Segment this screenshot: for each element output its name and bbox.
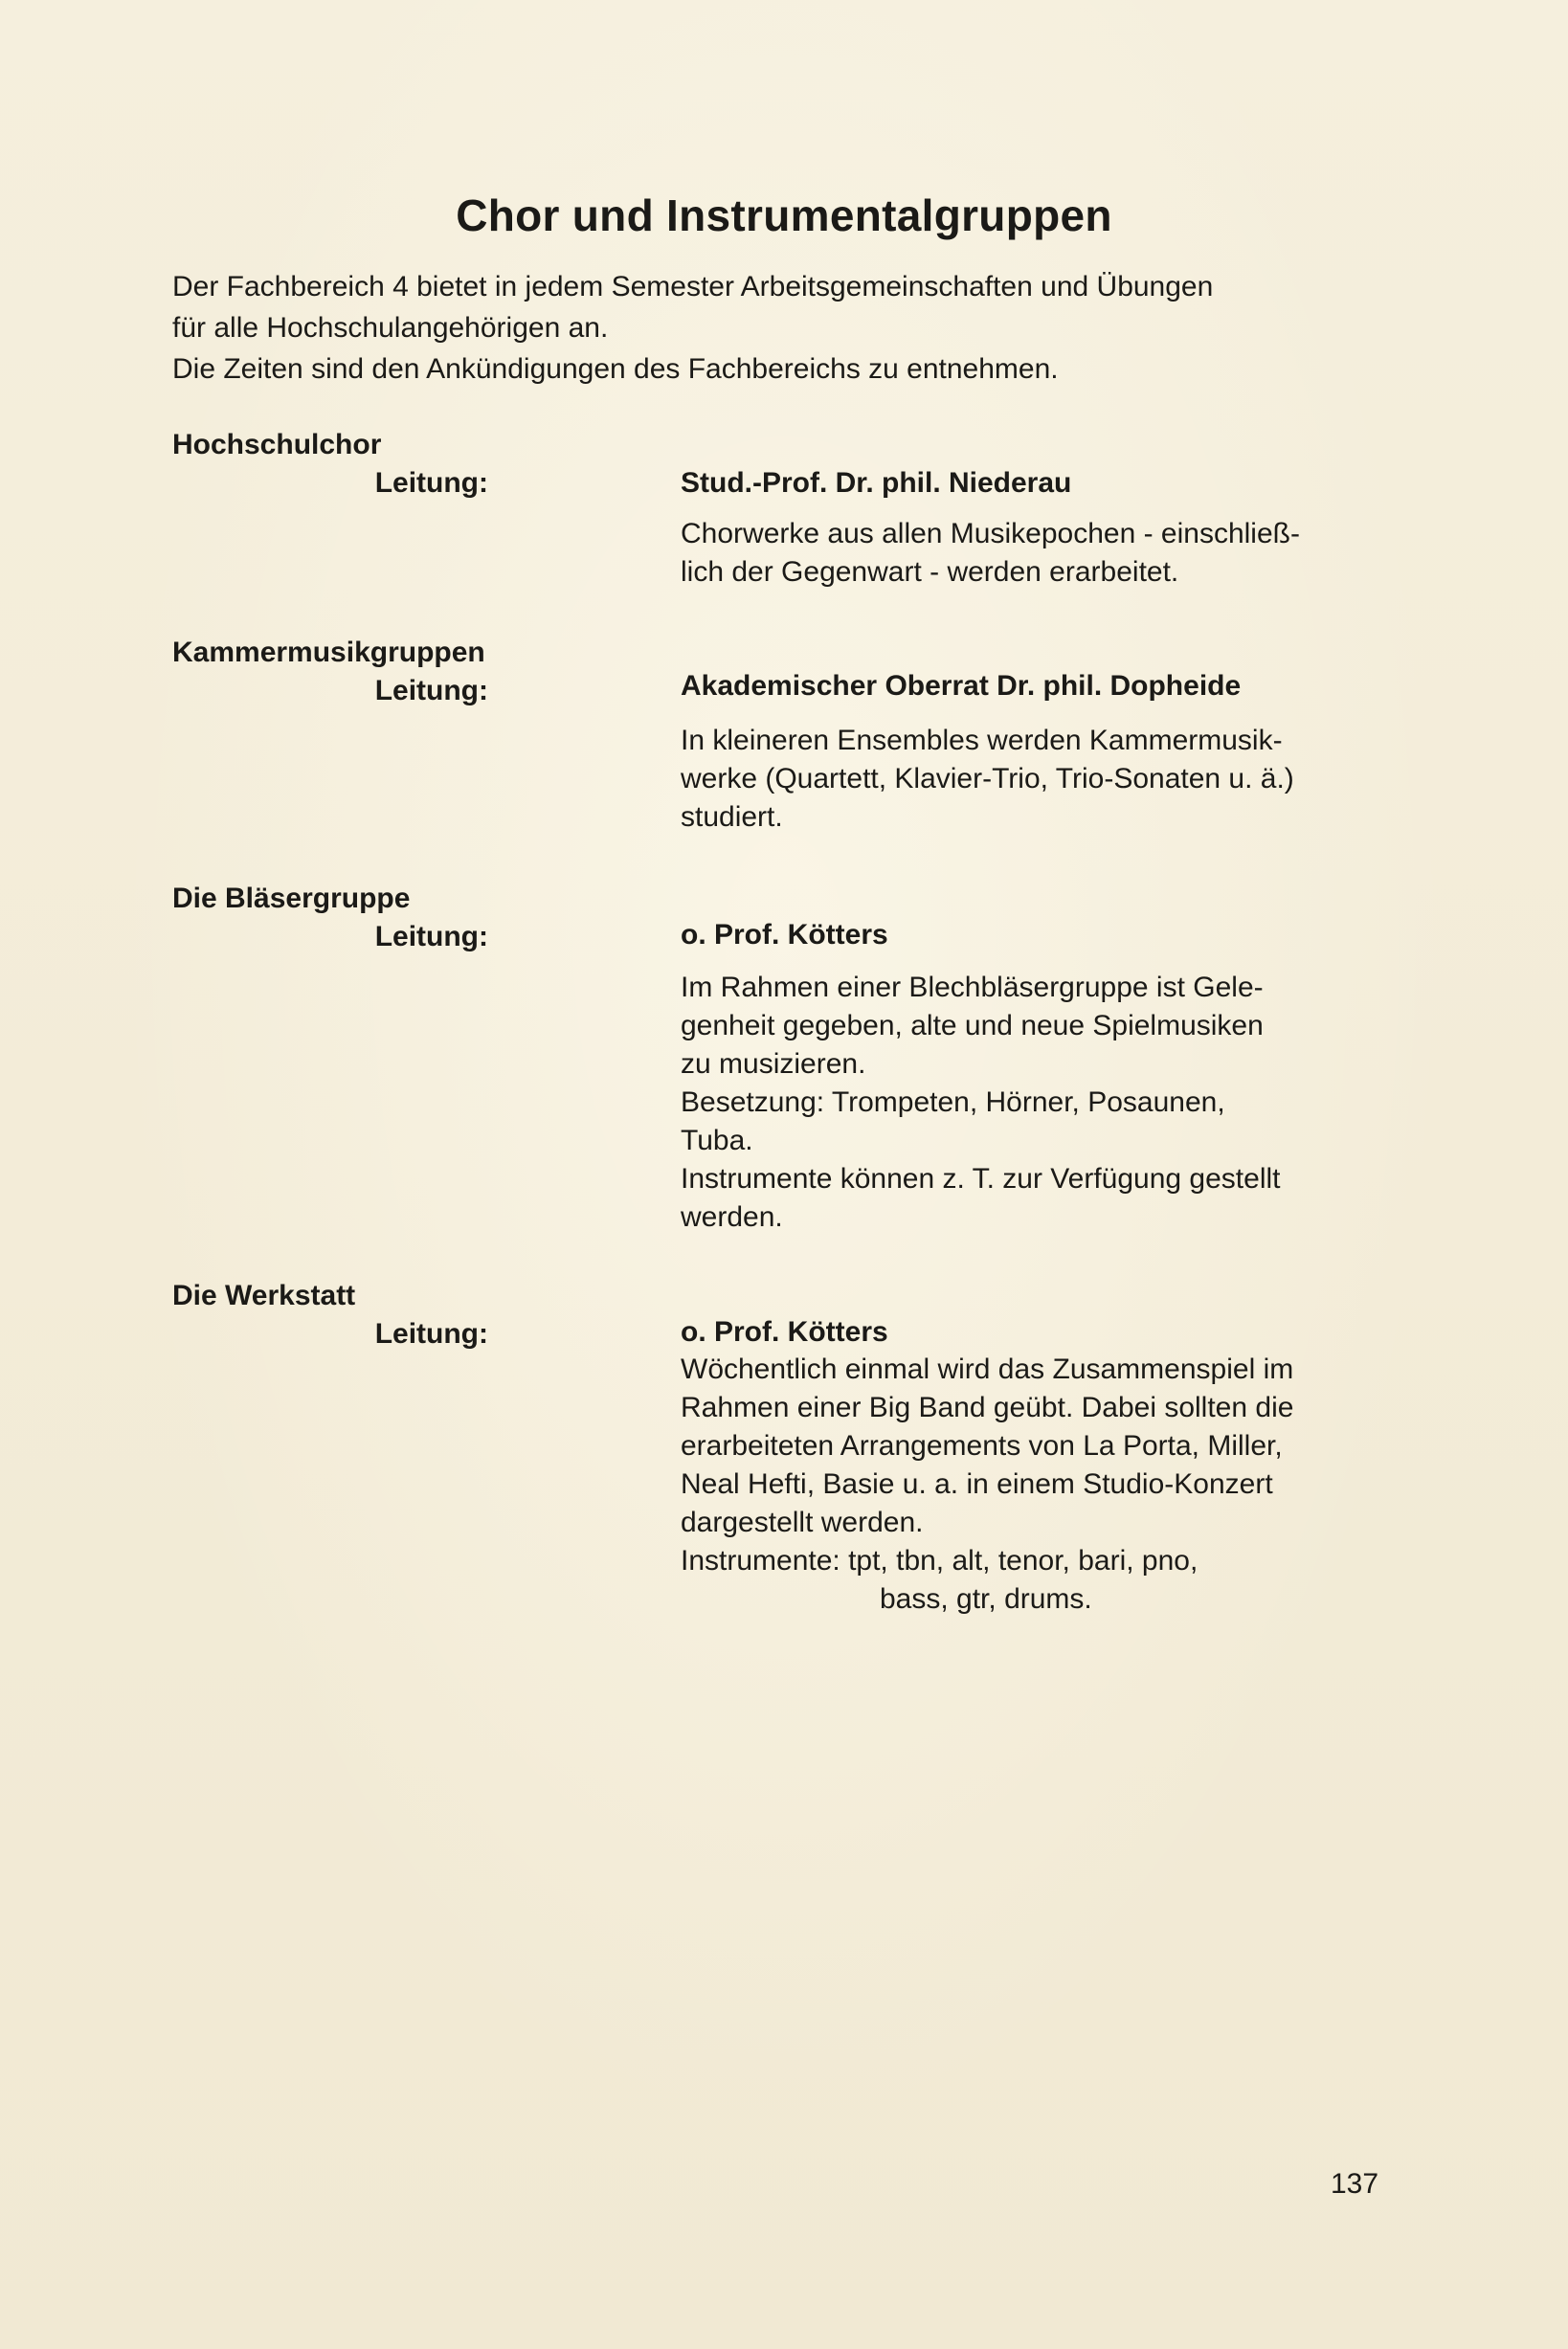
group-leader: Akademischer Oberrat Dr. phil. Dopheide [681,670,1242,702]
description-line: bass, gtr, drums. [880,1583,1092,1615]
description-line: Instrumente: tpt, tbn, alt, tenor, bari, pno, [681,1545,1198,1577]
intro-line: Die Zeiten sind den Ankündigungen des Fachbereichs zu entnehmen. [172,353,1059,385]
description-line: Neal Hefti, Basie u. a. in einem Studio-Konzert [681,1468,1273,1500]
description-line: genheit gegeben, alte und neue Spielmusiken [681,1010,1264,1041]
description-line: Besetzung: Trompeten, Hörner, Posaunen, [681,1086,1225,1118]
description-line: studiert. [681,801,783,833]
leitung-label: Leitung: [374,1318,488,1350]
group-leader: o. Prof. Kötters [681,919,888,951]
group-description [681,1351,1408,1619]
leitung-label: Leitung: [374,921,488,952]
group-leader: o. Prof. Kötters [681,1316,888,1348]
description-line: Im Rahmen einer Blechbläsergruppe ist Gele- [681,972,1264,1003]
description-line: erarbeiteten Arrangements von La Porta, Miller, [681,1430,1283,1462]
description-line: Rahmen einer Big Band geübt. Dabei sollten die [681,1392,1294,1423]
description-line: Wöchentlich einmal wird das Zusammenspiel im [681,1353,1294,1385]
description-line: Tuba. [681,1125,753,1156]
intro-line: für alle Hochschulangehörigen an. [172,312,609,344]
page-title: Chor und Instrumentalgruppen [456,190,1112,240]
description-line: werden. [681,1201,783,1233]
group-description [681,969,1408,1237]
group-description [681,722,1408,837]
group-leader: Stud.-Prof. Dr. phil. Niederau [681,467,1072,499]
description-line: lich der Gegenwart - werden erarbeitet. [681,556,1179,588]
description-line: Instrumente können z. T. zur Verfügung gestellt [681,1163,1281,1195]
group-description [681,515,1408,592]
group-name: Die Werkstatt [172,1280,356,1311]
description-line: Chorwerke aus allen Musikepochen - einschließ- [681,518,1300,549]
intro-line: Der Fachbereich 4 bietet in jedem Semester Arbeitsgemeinschaften und Übungen [172,271,1214,302]
description-line: In kleineren Ensembles werden Kammermusik- [681,725,1283,756]
group-name: Die Bläsergruppe [172,883,411,914]
page-number: 137 [1331,2168,1379,2200]
intro-paragraph [172,266,1417,390]
description-line: zu musizieren. [681,1048,866,1080]
description-line: werke (Quartett, Klavier-Trio, Trio-Sonaten u. ä.) [681,763,1294,794]
group-name: Hochschulchor [172,429,382,460]
leitung-label: Leitung: [374,675,488,706]
leitung-label: Leitung: [374,467,488,499]
description-line: dargestellt werden. [681,1507,924,1538]
group-name: Kammermusikgruppen [172,637,485,668]
